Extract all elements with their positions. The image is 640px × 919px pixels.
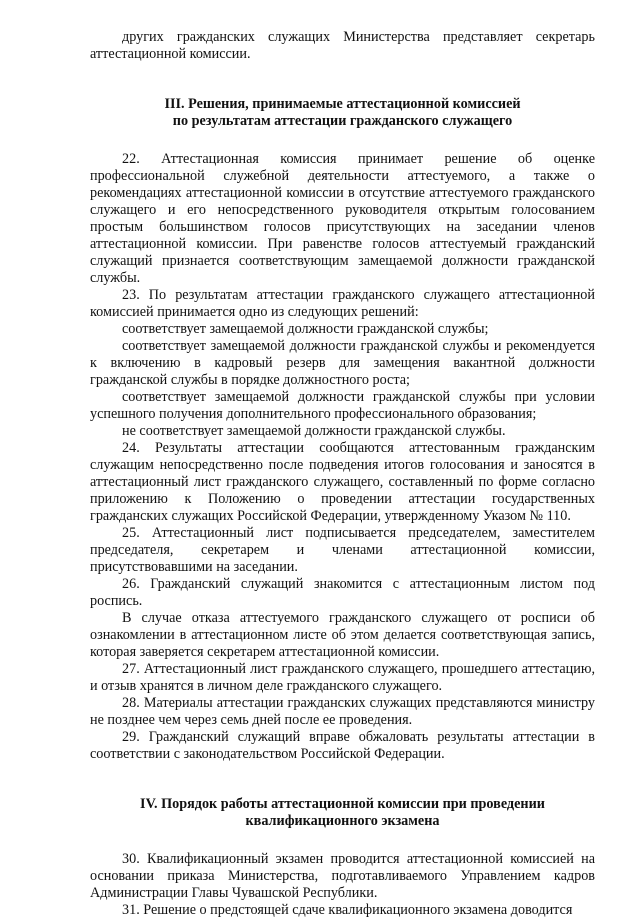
spacer [90,830,595,851]
decision-option-3: соответствует замещаемой должности гражданской службы при условии успешного получения дополнительного профессионального образования; [90,389,595,422]
paragraph-26: 26. Гражданский служащий знакомится с аттестационным листом под роспись. [90,576,595,609]
paragraph-25: 25. Аттестационный лист подписывается председателем, заместителем председателя, секретарем и членами аттестационной комиссии, присутствовавшими на заседании. [90,525,595,575]
paragraph-24: 24. Результаты аттестации сообщаются аттестованным гражданским служащим непосредственно после подведения итогов голосования и заносятся в аттестационный лист гражданского служащего, составленный по форме согласно приложению к Положению о проведении аттестации государственных гражданских служащих Российской Федерации, утвержденному Указом № 110. [90,440,595,524]
paragraph-31: 31. Решение о предстоящей сдаче квалификационного экзамена доводится [122,902,573,918]
paragraph-26-refusal: В случае отказа аттестуемого гражданского служащего от росписи об ознакомлении в аттестационном листе об этом делается соответствующая запись, которая заверяется секретарем аттестационной комиссии. [90,610,595,660]
paragraph-23: 23. По результатам аттестации гражданского служащего аттестационной комиссией принимается одно из следующих решений: [90,287,595,320]
decision-option-1: соответствует замещаемой должности гражданской службы; [122,321,489,337]
spacer [90,763,595,796]
paragraph-29: 29. Гражданский служащий вправе обжаловать результаты аттестации в соответствии с законодательством Российской Федерации. [90,729,595,762]
section-4-heading-line-2: квалификационного экзамена [245,813,440,829]
section-3-body [90,151,595,763]
section-4-heading-line-1: IV. Порядок работы аттестационной комиссии при проведении [140,796,545,812]
paragraph-22: 22. Аттестационная комиссия принимает решение об оценке профессиональной служебной деятельности аттестуемого, а также о рекомендациях аттестационной комиссии в отсутствие аттестуемого гражданского служащего и его непосредственного руководителя открытым голосованием простым большинством голосов присутствующих на заседании членов аттестационной комиссии. При равенстве голосов аттестуемый гражданский служащий признается соответствующим замещаемой должности гражданской службы. [90,151,595,286]
section-3-heading-line-1: III. Решения, принимаемые аттестационной комиссией [164,96,521,112]
decision-option-2: соответствует замещаемой должности гражданской службы и рекомендуется к включению в кадровый резерв для замещения вакантной должности гражданской службы в порядке должностного роста; [90,338,595,388]
decision-option-4: не соответствует замещаемой должности гражданской службы. [122,423,506,439]
section-4-heading [90,796,595,830]
paragraph-28: 28. Материалы аттестации гражданских служащих представляются министру не позднее чем через семь дней после ее проведения. [90,695,595,728]
section-4-body [90,851,595,919]
section-3-heading [90,96,595,130]
intro-paragraph: других гражданских служащих Министерства представляет секретарь аттестационной комиссии. [90,29,595,62]
paragraph-27: 27. Аттестационный лист гражданского служащего, прошедшего аттестацию, и отзыв хранятся в личном деле гражданского служащего. [90,661,595,694]
section-3-heading-line-2: по результатам аттестации гражданского служащего [172,113,513,129]
spacer [90,130,595,151]
paragraph-30: 30. Квалификационный экзамен проводится аттестационной комиссией на основании приказа Министерства, подготавливаемого Управлением кадров Администрации Главы Чувашской Республики. [90,851,595,901]
spacer [90,63,595,96]
